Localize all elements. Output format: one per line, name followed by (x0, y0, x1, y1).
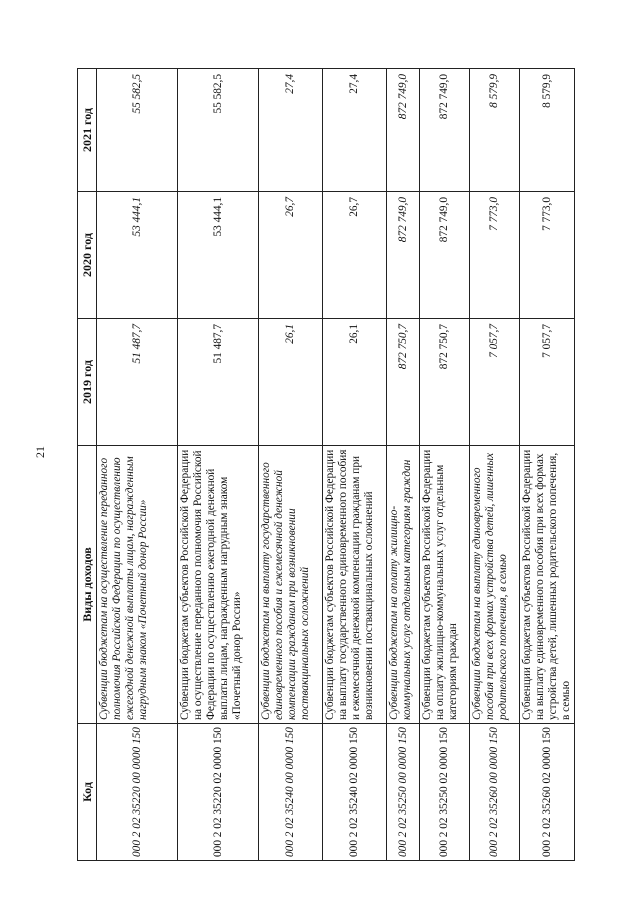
value-2019-cell: 7 057,7 (520, 319, 575, 446)
value-2021-cell: 55 582,5 (97, 69, 178, 192)
value-2020-cell: 53 444,1 (97, 192, 178, 319)
header-2020: 2020 год (78, 192, 97, 319)
page-number: 21 (33, 446, 47, 458)
value-2019-cell: 51 487,7 (97, 319, 178, 446)
rotated-table-area (77, 69, 572, 861)
value-2019-cell: 872 750,7 (420, 319, 470, 446)
value-2020-cell: 7 773,0 (470, 192, 520, 319)
code-cell: 000 2 02 35260 00 0000 150 (470, 724, 520, 861)
value-2021-cell: 27,4 (323, 69, 387, 192)
code-cell: 000 2 02 35250 02 0000 150 (420, 724, 470, 861)
revenue-type-cell: Субвенции бюджетам на оплату жилищно-коммунальных услуг отдельным категориям граждан (387, 446, 420, 724)
table-row (97, 69, 178, 861)
value-2021-cell: 872 749,0 (420, 69, 470, 192)
value-2021-cell: 8 579,9 (520, 69, 575, 192)
revenue-table (77, 68, 575, 861)
value-2020-cell: 7 773,0 (520, 192, 575, 319)
table-row (520, 69, 575, 861)
table-row (259, 69, 323, 861)
table-header-row (78, 69, 97, 861)
table-row (323, 69, 387, 861)
value-2021-cell: 55 582,5 (178, 69, 259, 192)
code-cell: 000 2 02 35260 02 0000 150 (520, 724, 575, 861)
header-code: Код (78, 724, 97, 861)
revenue-type-cell: Субвенции бюджетам субъектов Российской Федерации на оплату жилищно-коммунальных услуг отдельным категориям граждан (420, 446, 470, 724)
code-cell: 000 2 02 35240 02 0000 150 (323, 724, 387, 861)
code-cell: 000 2 02 35250 00 0000 150 (387, 724, 420, 861)
table-body (97, 69, 575, 861)
value-2021-cell: 27,4 (259, 69, 323, 192)
revenue-type-cell: Субвенции бюджетам на выплату единовременного пособия при всех формах устройства детей, лишенных родительского попечения, в семью (470, 446, 520, 724)
code-cell: 000 2 02 35240 00 0000 150 (259, 724, 323, 861)
value-2019-cell: 26,1 (259, 319, 323, 446)
value-2020-cell: 872 749,0 (420, 192, 470, 319)
value-2021-cell: 872 749,0 (387, 69, 420, 192)
revenue-type-cell: Субвенции бюджетам субъектов Российской Федерации на выплату государственного единовременного пособия и ежемесячной денежной компенсации гражданам при возникновении поствакцинальных осложнений (323, 446, 387, 724)
header-2021: 2021 год (78, 69, 97, 192)
value-2020-cell: 872 749,0 (387, 192, 420, 319)
revenue-type-cell: Субвенции бюджетам субъектов Российской Федерации на осуществление переданного полномочия Российской Федерации по осуществлению ежегодной денежной выплаты лицам, награжденным нагрудным знаком «Почетный донор России» (178, 446, 259, 724)
value-2021-cell: 8 579,9 (470, 69, 520, 192)
value-2019-cell: 872 750,7 (387, 319, 420, 446)
value-2019-cell: 26,1 (323, 319, 387, 446)
value-2020-cell: 26,7 (323, 192, 387, 319)
revenue-type-cell: Субвенции бюджетам на осуществление переданного полномочия Российской Федерации по осуществлению ежегодной денежной выплаты лицам, награжденным нагрудным знаком «Почетный донор России» (97, 446, 178, 724)
table-row (420, 69, 470, 861)
header-revenue-type: Виды доходов (78, 446, 97, 724)
value-2019-cell: 51 487,7 (178, 319, 259, 446)
value-2020-cell: 53 444,1 (178, 192, 259, 319)
code-cell: 000 2 02 35220 02 0000 150 (178, 724, 259, 861)
revenue-type-cell: Субвенции бюджетам субъектов Российской Федерации на выплату единовременного пособия при всех формах устройства детей, лишенных родительского попечения, в семью (520, 446, 575, 724)
table-row (470, 69, 520, 861)
value-2019-cell: 7 057,7 (470, 319, 520, 446)
table-row (178, 69, 259, 861)
revenue-type-cell: Субвенции бюджетам на выплату государственного единовременного пособия и ежемесячной денежной компенсации гражданам при возникновении поствакцинальных осложнений (259, 446, 323, 724)
table-row (387, 69, 420, 861)
header-2019: 2019 год (78, 319, 97, 446)
code-cell: 000 2 02 35220 00 0000 150 (97, 724, 178, 861)
value-2020-cell: 26,7 (259, 192, 323, 319)
